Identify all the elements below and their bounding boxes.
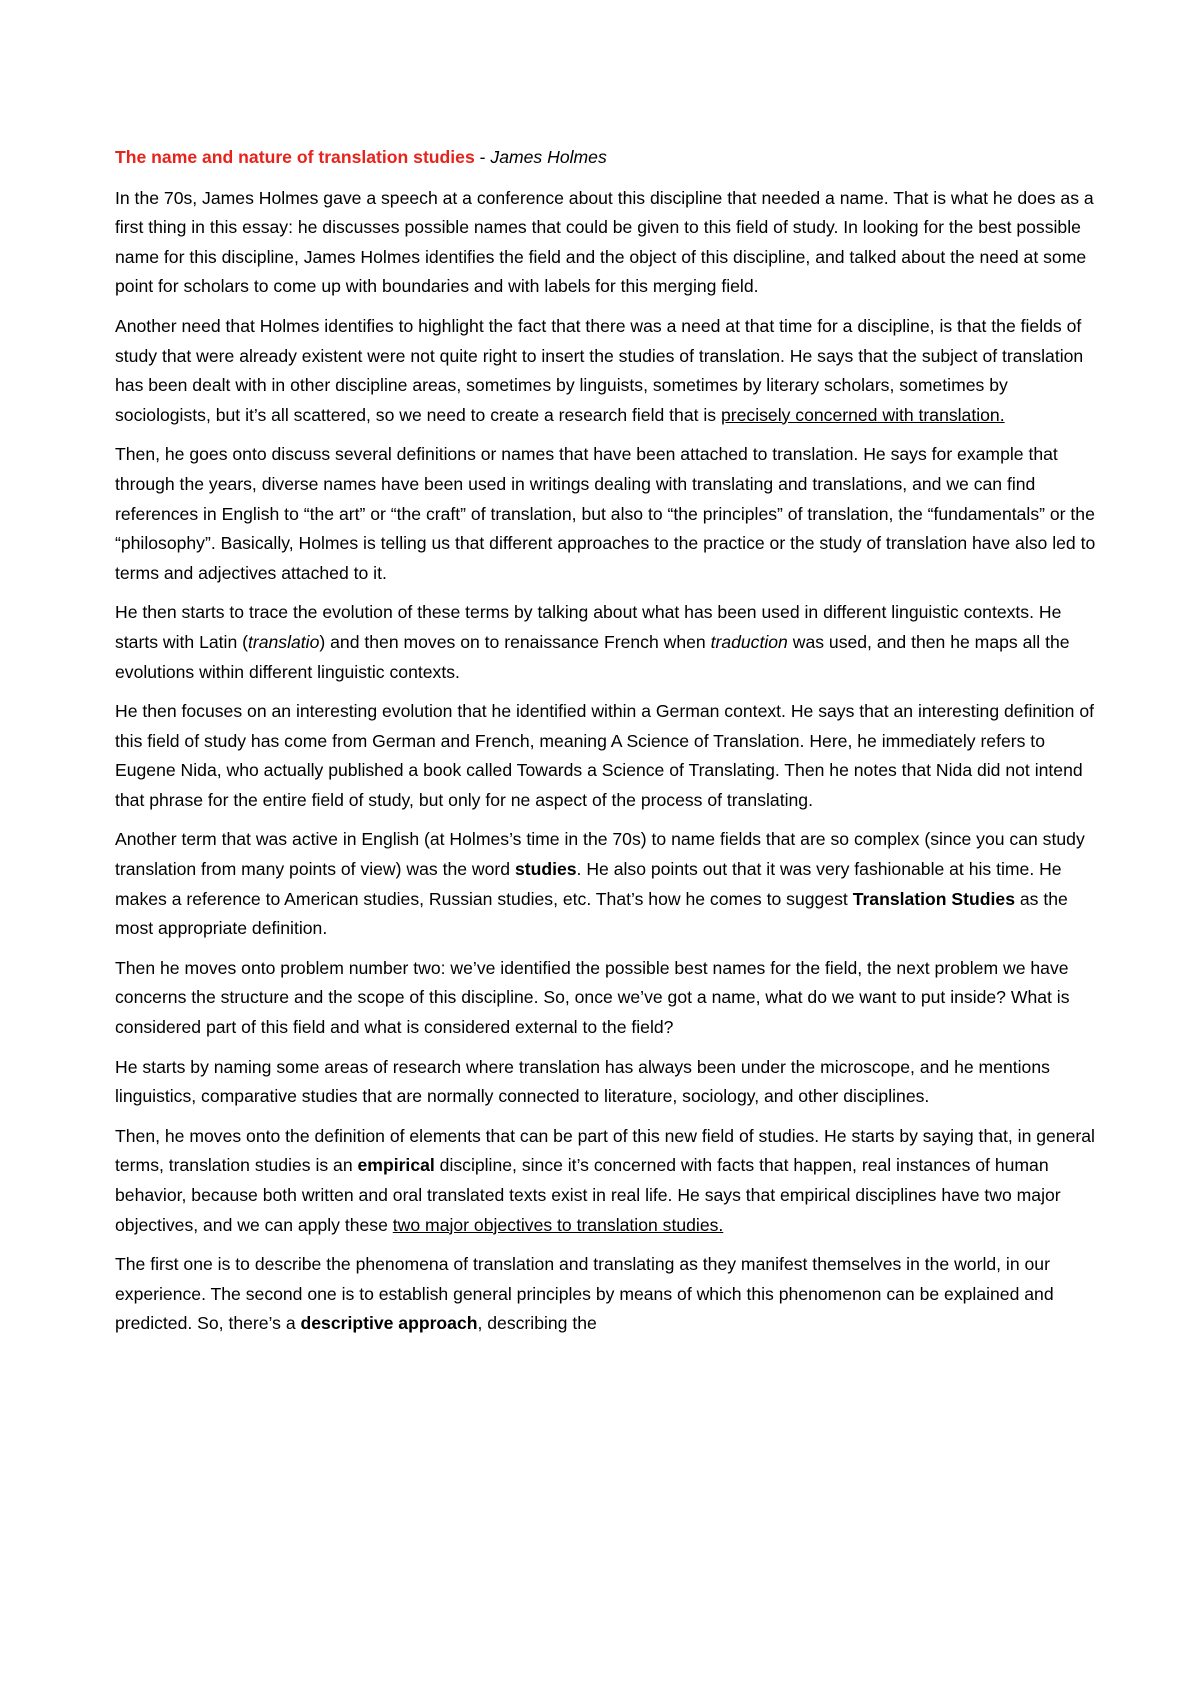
paragraph-6-text-c: as the most appropriate definition. (115, 888, 1068, 939)
paragraph-2 (115, 312, 1100, 430)
paragraph-4-text-a: He then starts to trace the evolution of these terms by talking about what has been used in different linguistic contexts. He starts with Latin ( (115, 602, 1062, 652)
paragraph-1: In the 70s, James Holmes gave a speech at a conference about this discipline that needed a name. That is what he does as a first thing in this essay: he discusses possible names that could be given to this field of study. In looking for the best possible name for this discipline, James Holmes identifies the field and the object of this discipline, and talked about the need at some point for scholars to come up with boundaries and with labels for this merging field. (115, 187, 1094, 297)
document-body (115, 143, 1100, 1349)
paragraph-9-bold-empirical: empirical (357, 1155, 435, 1176)
paragraph-4-italic-traduction: traduction (710, 631, 788, 652)
paragraph-8: He starts by naming some areas of research where translation has always been under the microscope, and he mentions linguistics, comparative studies that are normally connected to literature, sociology, and other disciplines. (115, 1056, 1050, 1107)
document-title (115, 143, 1100, 173)
paragraph-6-bold-translation-studies: Translation Studies (852, 888, 1015, 909)
paragraph-10 (115, 1250, 1100, 1339)
paragraph-7: Then he moves onto problem number two: we’ve identified the possible best names for the field, the next problem we have concerns the structure and the scope of this discipline. So, once we’ve got a name, what do we want to put inside? What is considered part of this field and what is considered external to the field? (115, 957, 1070, 1038)
paragraph-4 (115, 598, 1100, 687)
paragraph-9-underlined: two major objectives to translation studies. (392, 1214, 724, 1235)
paragraph-3: Then, he goes onto discuss several definitions or names that have been attached to translation. He says for example that through the years, diverse names have been used in writings dealing with translating and translations, and we can find references in English to “the art” or “the craft” of translation, but also to “the principles” of translation, the “fundamentals” or the “philosophy”. Basically, Holmes is telling us that different approaches to the practice or the study of translation have also led to terms and adjectives attached to it. (115, 444, 1096, 583)
title-author: James Holmes (490, 147, 607, 167)
paragraph-9 (115, 1122, 1100, 1240)
paragraph-9-text-a: Then, he moves onto the definition of elements that can be part of this new field of studies. He starts by saying that, in general terms, translation studies is an (115, 1125, 1095, 1176)
paragraph-6-text-a: Another term that was active in English (at Holmes’s time in the 70s) to name fields that are so complex (since you can study translation from many points of view) was the word (115, 829, 1085, 880)
paragraph-6-text-b: . He also points out that it was very fashionable at his time. He makes a reference to American studies, Russian studies, etc. That’s how he comes to suggest (115, 859, 1062, 909)
title-main: The name and nature of translation studies (115, 147, 475, 167)
paragraph-4-text-c: was used, and then he maps all the evolutions within different linguistic contexts. (115, 631, 1070, 682)
paragraph-6 (115, 825, 1100, 943)
paragraph-10-bold-descriptive-approach: descriptive approach (300, 1313, 478, 1334)
paragraph-2-underlined: precisely concerned with translation. (721, 404, 1005, 425)
paragraph-10-text-a: The first one is to describe the phenomena of translation and translating as they manifest themselves in the world, in our experience. The second one is to establish general principles by means of which this phenomenon can be explained and predicted. So, there’s a (115, 1254, 1054, 1334)
paragraph-6-bold-studies: studies (514, 859, 577, 880)
paragraph-2-text: Another need that Holmes identifies to highlight the fact that there was a need at that time for a discipline, is that the fields of study that were already existent were not quite right to insert the studies of translation. He says that the subject of translation has been dealt with in other discipline areas, sometimes by linguists, sometimes by literary scholars, sometimes by sociologists, but it’s all scattered, so we need to create a research field that is (115, 315, 1084, 425)
paragraph-4-italic-translatio: translatio (247, 631, 320, 652)
paragraph-4-text-b: ) and then moves on to renaissance French when (319, 631, 711, 652)
paragraph-9-text-b: discipline, since it’s concerned with facts that happen, real instances of human behavior, because both written and oral translated texts exist in real life. He says that empirical disciplines have two major objectives, and we can apply these (115, 1155, 1061, 1235)
paragraph-10-text-b: , describing the (477, 1313, 597, 1334)
paragraph-5: He then focuses on an interesting evolution that he identified within a German context. He says that an interesting definition of this field of study has come from German and French, meaning A Science of Translation. Here, he immediately refers to Eugene Nida, who actually published a book called Towards a Science of Translating. Then he notes that Nida did not intend that phrase for the entire field of study, but only for ne aspect of the process of translating. (115, 701, 1094, 810)
title-separator: - (474, 147, 491, 167)
